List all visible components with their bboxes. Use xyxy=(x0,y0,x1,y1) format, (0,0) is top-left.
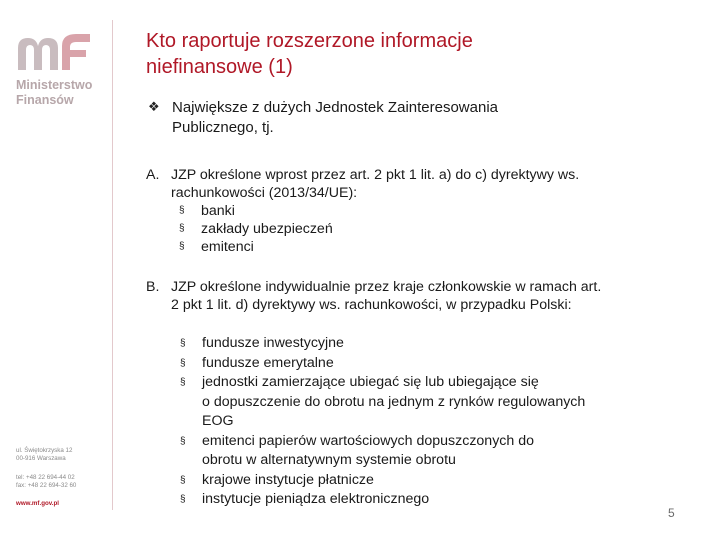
square-bullet-icon: § xyxy=(180,377,186,388)
list-item: § krajowe instytucje płatnicze xyxy=(180,471,585,491)
address-line2: 00-916 Warszawa xyxy=(16,455,66,462)
list-item: § emitenci xyxy=(179,239,254,255)
address xyxy=(16,447,72,463)
logo-text-line1: Ministerstwo xyxy=(16,78,93,92)
section-b-text xyxy=(171,278,671,314)
list-item-continuation: EOG xyxy=(202,413,234,429)
square-bullet-icon: § xyxy=(179,223,185,234)
section-a-line1: JZP określone wprost przez art. 2 pkt 1 lit. a) do c) dyrektywy ws. xyxy=(171,167,580,183)
title-line2: niefinansowe (1) xyxy=(146,56,293,78)
logo-wordmark xyxy=(16,78,92,108)
square-bullet-icon: § xyxy=(180,435,186,447)
section-a-list xyxy=(179,202,333,256)
list-item: § fundusze inwestycyjne xyxy=(180,334,585,354)
section-b-letter: B. xyxy=(146,279,160,295)
slide-title xyxy=(146,28,686,80)
diamond-bullet-icon: ❖ xyxy=(148,99,160,114)
section-b-list xyxy=(180,334,585,510)
list-item: § banki xyxy=(179,203,235,219)
square-bullet-icon: § xyxy=(180,357,186,369)
list-item-continuation: obrotu w alternatywnym systemie obrotu xyxy=(202,452,456,468)
logo-text-line2: Finansów xyxy=(16,93,74,107)
section-b-line1: JZP określone indywidualnie przez kraje członkowskie w ramach art. xyxy=(171,279,602,295)
address-line1: ul. Świętokrzyska 12 xyxy=(16,447,73,454)
list-item: § zakłady ubezpieczeń xyxy=(179,221,333,237)
page-number: 5 xyxy=(668,506,675,520)
section-a-text xyxy=(171,166,671,202)
sidebar xyxy=(0,0,110,540)
list-item: § instytucje pieniądza elektronicznego xyxy=(180,490,585,510)
square-bullet-icon: § xyxy=(179,205,185,216)
square-bullet-icon: § xyxy=(180,494,186,505)
list-item-continuation: o dopuszczenie do obrotu na jednym z rynków regulowanych xyxy=(202,393,586,410)
list-item: § emitenci papierów wartościowych dopuszczonych do xyxy=(180,432,585,452)
phone-fax xyxy=(16,474,76,490)
square-bullet-icon: § xyxy=(180,474,186,486)
section-a-letter: A. xyxy=(146,167,160,183)
square-bullet-icon: § xyxy=(180,338,186,349)
lead-line1: Największe z dużych Jednostek Zainteresowania xyxy=(172,99,498,116)
lead-line2: Publicznego, tj. xyxy=(172,119,274,136)
mf-logo-icon xyxy=(14,30,94,74)
title-line1: Kto raportuje rozszerzone informacje xyxy=(146,30,473,52)
phone-line: tel: +48 22 694-44 02 xyxy=(16,474,75,481)
section-b-line2: 2 pkt 1 lit. d) dyrektywy ws. rachunkowości, w przypadku Polski: xyxy=(171,297,572,313)
website-link[interactable]: www.mf.gov.pl xyxy=(16,500,59,507)
list-item: § jednostki zamierzające ubiegać się lub ubiegające się xyxy=(180,373,585,393)
lead-text xyxy=(172,98,652,138)
fax-line: fax: +48 22 694-32 60 xyxy=(16,482,77,489)
square-bullet-icon: § xyxy=(179,241,185,252)
list-item: § fundusze emerytalne xyxy=(180,354,585,374)
section-a-line2: rachunkowości (2013/34/UE): xyxy=(171,185,358,201)
vertical-divider xyxy=(112,20,113,510)
